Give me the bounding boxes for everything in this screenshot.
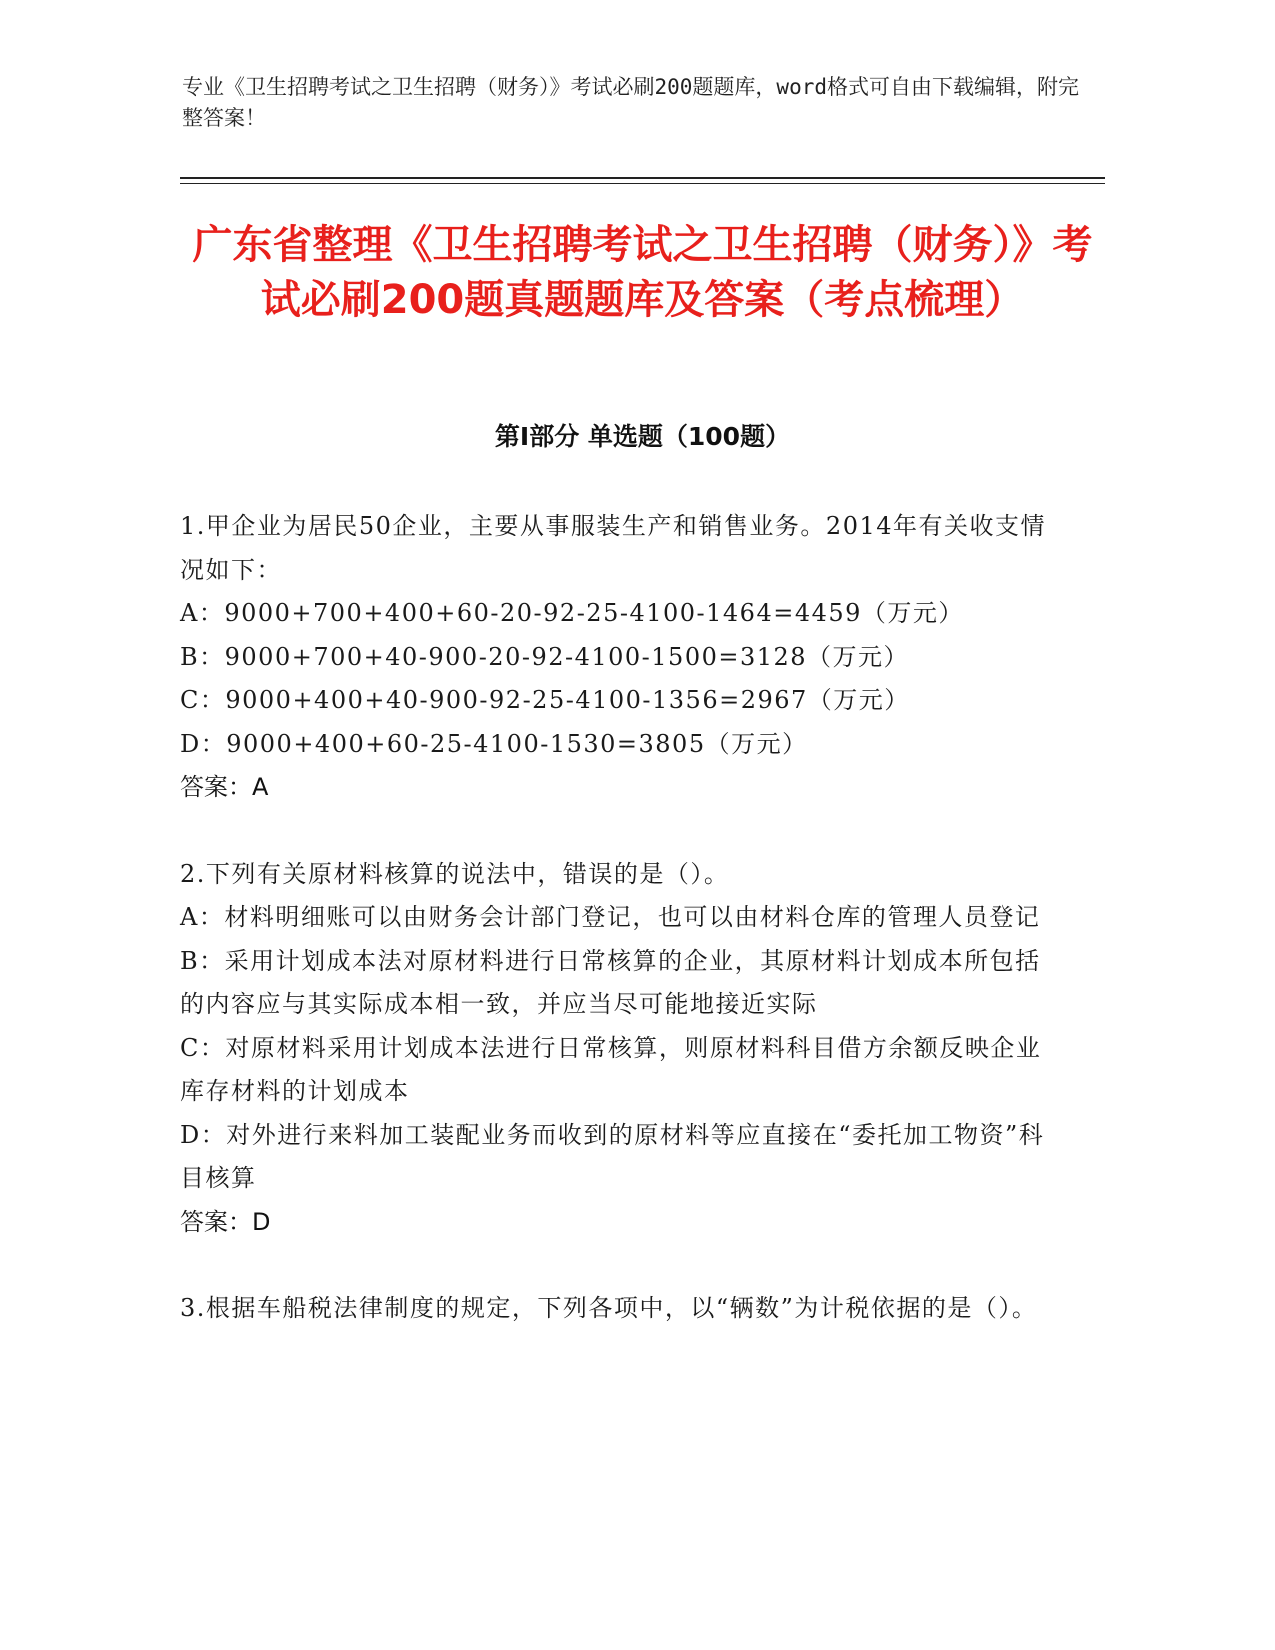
answer: 答案：A — [180, 773, 269, 801]
header-note: 专业《卫生招聘考试之卫生招聘（财务）》考试必刷200题题库，word格式可自由下载编辑，附完整答案！ — [182, 75, 1079, 130]
question-2 — [180, 853, 1050, 1245]
option-d: D：对外进行来料加工装配业务而收到的原材料等应直接在“委托加工物资”科目核算 — [180, 1120, 1045, 1192]
option-d: D：9000+400+60-25-4100-1530=3805（万元） — [180, 729, 808, 758]
option-b: B：9000+700+40-900-20-92-4100-1500=3128（万元） — [180, 642, 910, 671]
question-1 — [180, 505, 1050, 810]
question-stem: 3.根据车船税法律制度的规定，下列各项中，以“辆数”为计税依据的是（）。 — [180, 1294, 1038, 1322]
question-stem: 1.甲企业为居民50企业，主要从事服装生产和销售业务。2014年有关收支情况如下： — [180, 512, 1047, 584]
document-title: 广东省整理《卫生招聘考试之卫生招聘（财务）》考试必刷200题真题题库及答案（考点梳理） — [192, 222, 1093, 323]
option-b: B：采用计划成本法对原材料进行日常核算的企业，其原材料计划成本所包括的内容应与其实际成本相一致，并应当尽可能地接近实际 — [180, 946, 1041, 1018]
answer: 答案：D — [180, 1207, 271, 1236]
option-c: C：9000+400+40-900-92-25-4100-1356=2967（万元） — [180, 686, 910, 714]
option-a: A：9000+700+400+60-20-92-25-4100-1464=4459（万元） — [180, 599, 964, 627]
header-divider-thin — [180, 183, 1105, 184]
question-stem: 2.下列有关原材料核算的说法中，错误的是（）。 — [180, 859, 730, 888]
question-list — [180, 505, 1050, 1374]
header-divider-thick — [180, 177, 1105, 179]
section-title: 第I部分 单选题（100题） — [494, 422, 791, 451]
option-c: C：对原材料采用计划成本法进行日常核算，则原材料科目借方余额反映企业库存材料的计划成本 — [180, 1033, 1042, 1105]
question-3 — [180, 1287, 1050, 1331]
option-a: A：材料明细账可以由财务会计部门登记，也可以由材料仓库的管理人员登记 — [180, 903, 1041, 931]
